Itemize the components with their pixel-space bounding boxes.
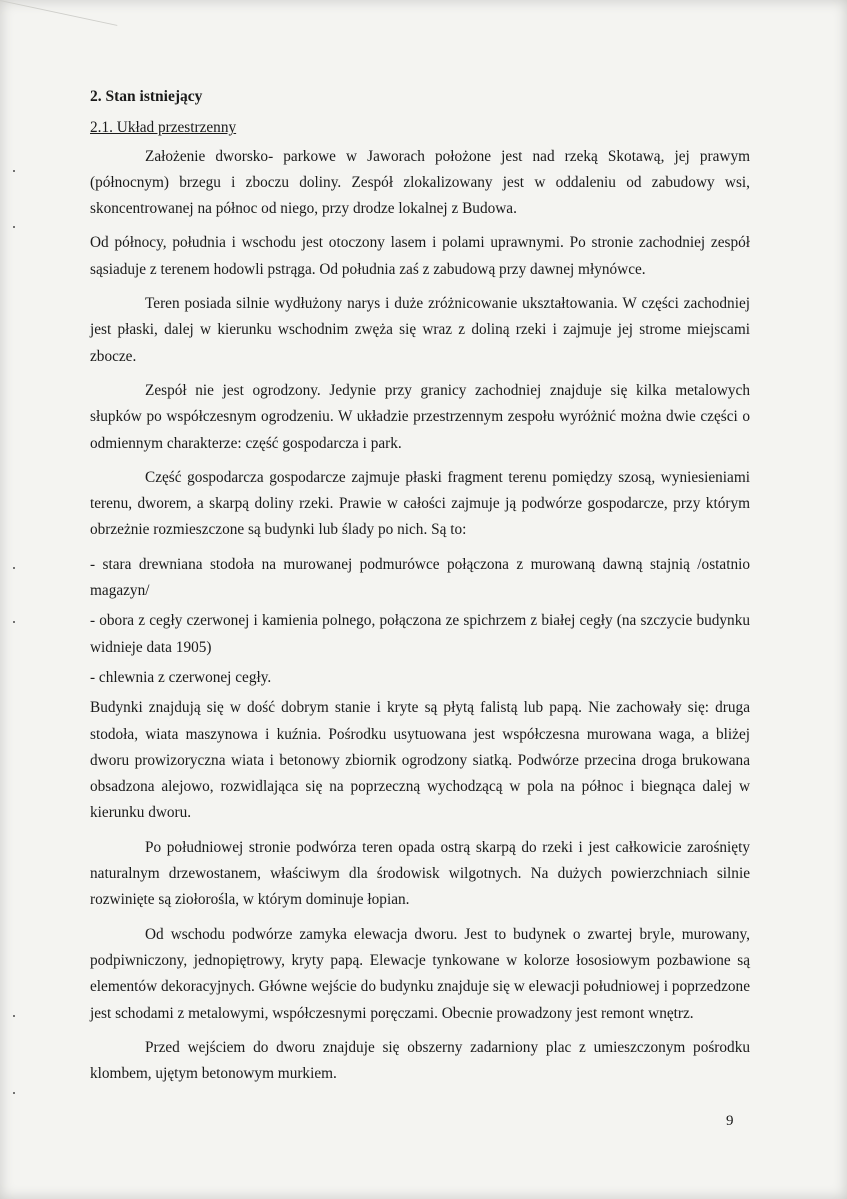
list-item: - obora z cegły czerwonej i kamienia polnego, połączona ze spichrzem z białej cegły (na szczycie budynku widnieje data 1905) (90, 612, 750, 656)
paragraph: Zespół nie jest ogrodzony. Jedynie przy granicy zachodniej znajduje się kilka metalowych słupków po współczesnym ogrodzeniu. W układzie przestrzennym zespołu wyróżnić można dwie części o odmiennym charakterze: część gospodarcza i park. (90, 381, 750, 452)
subsection-heading: 2.1. Układ przestrzenny (90, 119, 237, 137)
paragraph: Budynki znajdują się w dość dobrym stanie i kryte są płytą falistą lub papą. Nie zachowały się: druga stodoła, wiata maszynowa i kuźnia. Pośrodku usytuowana jest współczesna murowana waga, a bliżej dworu prowizoryczna wiata i betonowy zbiornik ogrodzony siatką. Podwórze przecina droga brukowana obsadzona alejowo, rozwidlająca się na poprzeczną wychodzącą w pola na północ i biegnąca dalej w kierunku dworu. (90, 699, 750, 822)
paragraph: Teren posiada silnie wydłużony narys i duże zróżnicowanie ukształtowania. W części zachodniej jest płaski, dalej w kierunku wschodnim zwęża się wraz z doliną rzeki i zajmuje jej strome miejscami zbocze. (90, 295, 750, 365)
scan-margin-mark (13, 567, 15, 569)
paragraph: Część gospodarcza gospodarcze zajmuje płaski fragment terenu pomiędzy szosą, wyniesieniami terenu, dworem, a skarpą doliny rzeki. Prawie w całości zajmuje ją podwórze gospodarcze, przy którym obrzeżnie rozmieszczone są budynki lub ślady po nich. Są to: (90, 468, 750, 539)
scan-margin-mark (13, 226, 15, 228)
paragraph: Od północy, południa i wschodu jest otoczony lasem i polami uprawnymi. Po stronie zachodniej zespół sąsiaduje z terenem hodowli pstrąga. Od południa zaś z zabudową przy dawnej młynówce. (90, 234, 750, 278)
scan-margin-mark (13, 170, 15, 172)
paragraph: Przed wejściem do dworu znajduje się obszerny zadarniony plac z umieszczonym pośrodku klombem, ujętym betonowym murkiem. (90, 1038, 750, 1083)
scan-margin-mark (13, 1015, 15, 1017)
document-body (90, 84, 750, 1095)
scan-margin-mark (13, 1092, 15, 1094)
building-list (90, 552, 750, 691)
list-item: - stara drewniana stodoła na murowanej podmurówce połączona z murowaną dawną stajnią /ostatnio magazyn/ (90, 555, 750, 600)
page-number: 9 (726, 1113, 734, 1129)
scan-margin-mark (13, 621, 15, 623)
section-heading: 2. Stan istniejący (90, 88, 203, 105)
list-item: - chlewnia z czerwonej cegły. (90, 668, 272, 686)
page-corner-crease (0, 0, 117, 65)
paragraph: Założenie dworsko- parkowe w Jaworach położone jest nad rzeką Skotawą, jej prawym (północnym) brzegu i zboczu doliny. Zespół zlokalizowany jest w oddaleniu od zabudowy wsi, skoncentrowanej na północ od niego, przy drodze lokalnej z Budowa. (90, 147, 750, 218)
paragraph: Od wschodu podwórze zamyka elewacja dworu. Jest to budynek o zwartej bryle, murowany, podpiwniczony, jednopiętrowy, kryty papą. Elewacje tynkowane w kolorze łososiowym pozbawione są elementów dekoracyjnych. Główne wejście do budynku znajduje się w elewacji południowej i poprzedzone jest schodami z metalowymi, współczesnymi poręczami. Obecnie prowadzony jest remont wnętrz. (90, 925, 750, 1022)
paragraph: Po południowej stronie podwórza teren opada ostrą skarpą do rzeki i jest całkowicie zarośnięty naturalnym drzewostanem, właściwym dla środowisk wilgotnych. Na dużych powierzchniach silnie rozwinięte są ziołorośla, w którym dominuje łopian. (90, 838, 750, 909)
